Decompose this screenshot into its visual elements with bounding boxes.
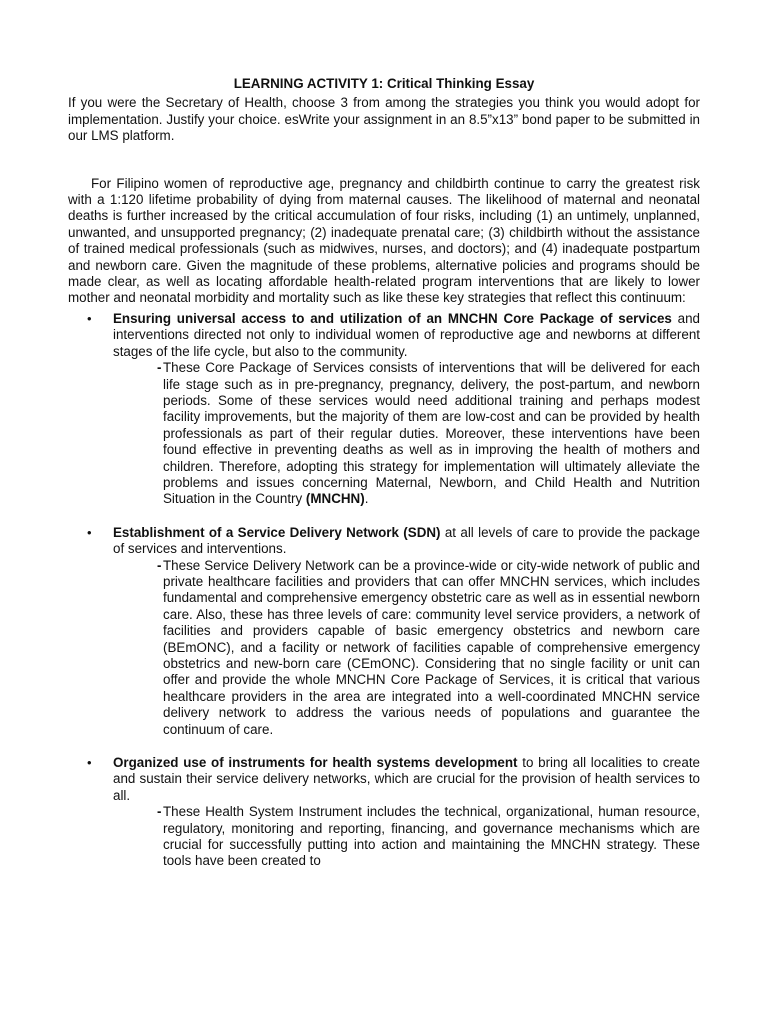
- strategy-bold-text: Organized use of instruments for health systems development: [113, 755, 518, 771]
- strategy-bold-text: Ensuring universal access to and utilization of an MNCHN Core Package of services: [113, 310, 672, 326]
- detail-end: .: [364, 491, 369, 507]
- dash-icon: -: [157, 557, 162, 573]
- intro-paragraph: For Filipino women of reproductive age, pregnancy and childbirth continue to carry the greatest risk with a 1:120 lifetime probability of dying from maternal causes. The likelihood of maternal and neonatal deaths is further increased by the critical accumulation of four risks, including (1) an untimely, unplanned, unwanted, and unsupported pregnancy; (2) inadequate prenatal care; (3) childbirth without the assistance of trained medical professionals (such as midwives, nurses, and doctors); and (4) inadequate postpartum and newborn care. Given the magnitude of these problems, alternative policies and programs should be made clear, as well as locating affordable health-related program interventions that are likely to lower mother and neonatal morbidity and mortality such as like these key strategies that reflect this continuum:: [68, 175, 700, 306]
- assignment-instructions: If you were the Secretary of Health, choose 3 from among the strategies you think you would adopt for implementation. Justify your choice. esWrite your assignment in an 8.5”x13” bond paper to be submitted in our LMS platform.: [68, 95, 700, 144]
- strategy-heading: [113, 525, 700, 558]
- dash-icon: -: [157, 360, 162, 376]
- strategy-detail: [68, 360, 700, 508]
- strategy-detail: [68, 558, 700, 738]
- bullet-icon: •: [87, 524, 92, 540]
- strategy-detail: [68, 804, 700, 870]
- detail-text: These Service Delivery Network can be a province-wide or city-wide network of public and private healthcare facilities and providers that can offer MNCHN services, which includes fundamental and comprehensive emergency obstetric care as well as in essential newborn care. Also, these has three levels of care: community level service providers, a network of facilities and providers capable of basic emergency obstetrics and newborn care (BEmONC), and a facility or network of facilities capable of comprehensive emergency obstetrics and new-born care (CEmONC). Considering that no single facility or unit can offer and provide the whole MNCHN Core Package of Services, it is critical that various healthcare providers in the area are integrated into a well-coordinated MNCHN service delivery network to address the various needs of populations and guarantee the continuum of care.: [163, 557, 700, 737]
- bullet-icon: •: [87, 310, 92, 326]
- detail-text: These Health System Instrument includes the technical, organizational, human resource, regulatory, monitoring and reporting, financing, and governance mechanisms which are crucial for successfully putting into action and maintaining the MNCHN strategy. These tools have been created to: [163, 804, 700, 869]
- strategy-text: to bring all localities to create and sustain their service delivery networks, which are crucial for the provision of health services to all.: [113, 755, 700, 803]
- document-title: LEARNING ACTIVITY 1: Critical Thinking Essay: [233, 76, 535, 91]
- strategy-item-2: [68, 525, 700, 738]
- strategy-heading: [113, 311, 700, 360]
- strategy-item-1: [68, 311, 700, 508]
- dash-icon: -: [157, 804, 162, 820]
- strategy-text: and interventions directed not only to individual women of reproductive age and newborns at different stages of the life cycle, but also to the community.: [113, 310, 701, 359]
- detail-bold-text: (MNCHN): [305, 491, 365, 507]
- strategy-list: [68, 311, 700, 870]
- bullet-icon: •: [87, 755, 92, 771]
- strategy-heading: [113, 755, 700, 804]
- strategy-bold-text: Establishment of a Service Delivery Network (SDN): [113, 524, 441, 540]
- strategy-item-3: [68, 755, 700, 870]
- strategy-text: at all levels of care to provide the package of services and interventions.: [113, 524, 700, 557]
- detail-text: These Core Package of Services consists of interventions that will be delivered for each life stage such as in pre-pregnancy, pregnancy, delivery, the post-partum, and newborn periods. Some of these services would need additional training and perhaps modest facility improvements, but the majority of them are low-cost and can be provided by health professionals as part of their regular duties. Moreover, these interventions have been found effective in preventing deaths as well as in improving the health of mothers and children. Therefore, adopting this strategy for implementation will ultimately alleviate the problems and issues concerning Maternal, Newborn, and Child Health and Nutrition Situation in the Country: [163, 360, 700, 507]
